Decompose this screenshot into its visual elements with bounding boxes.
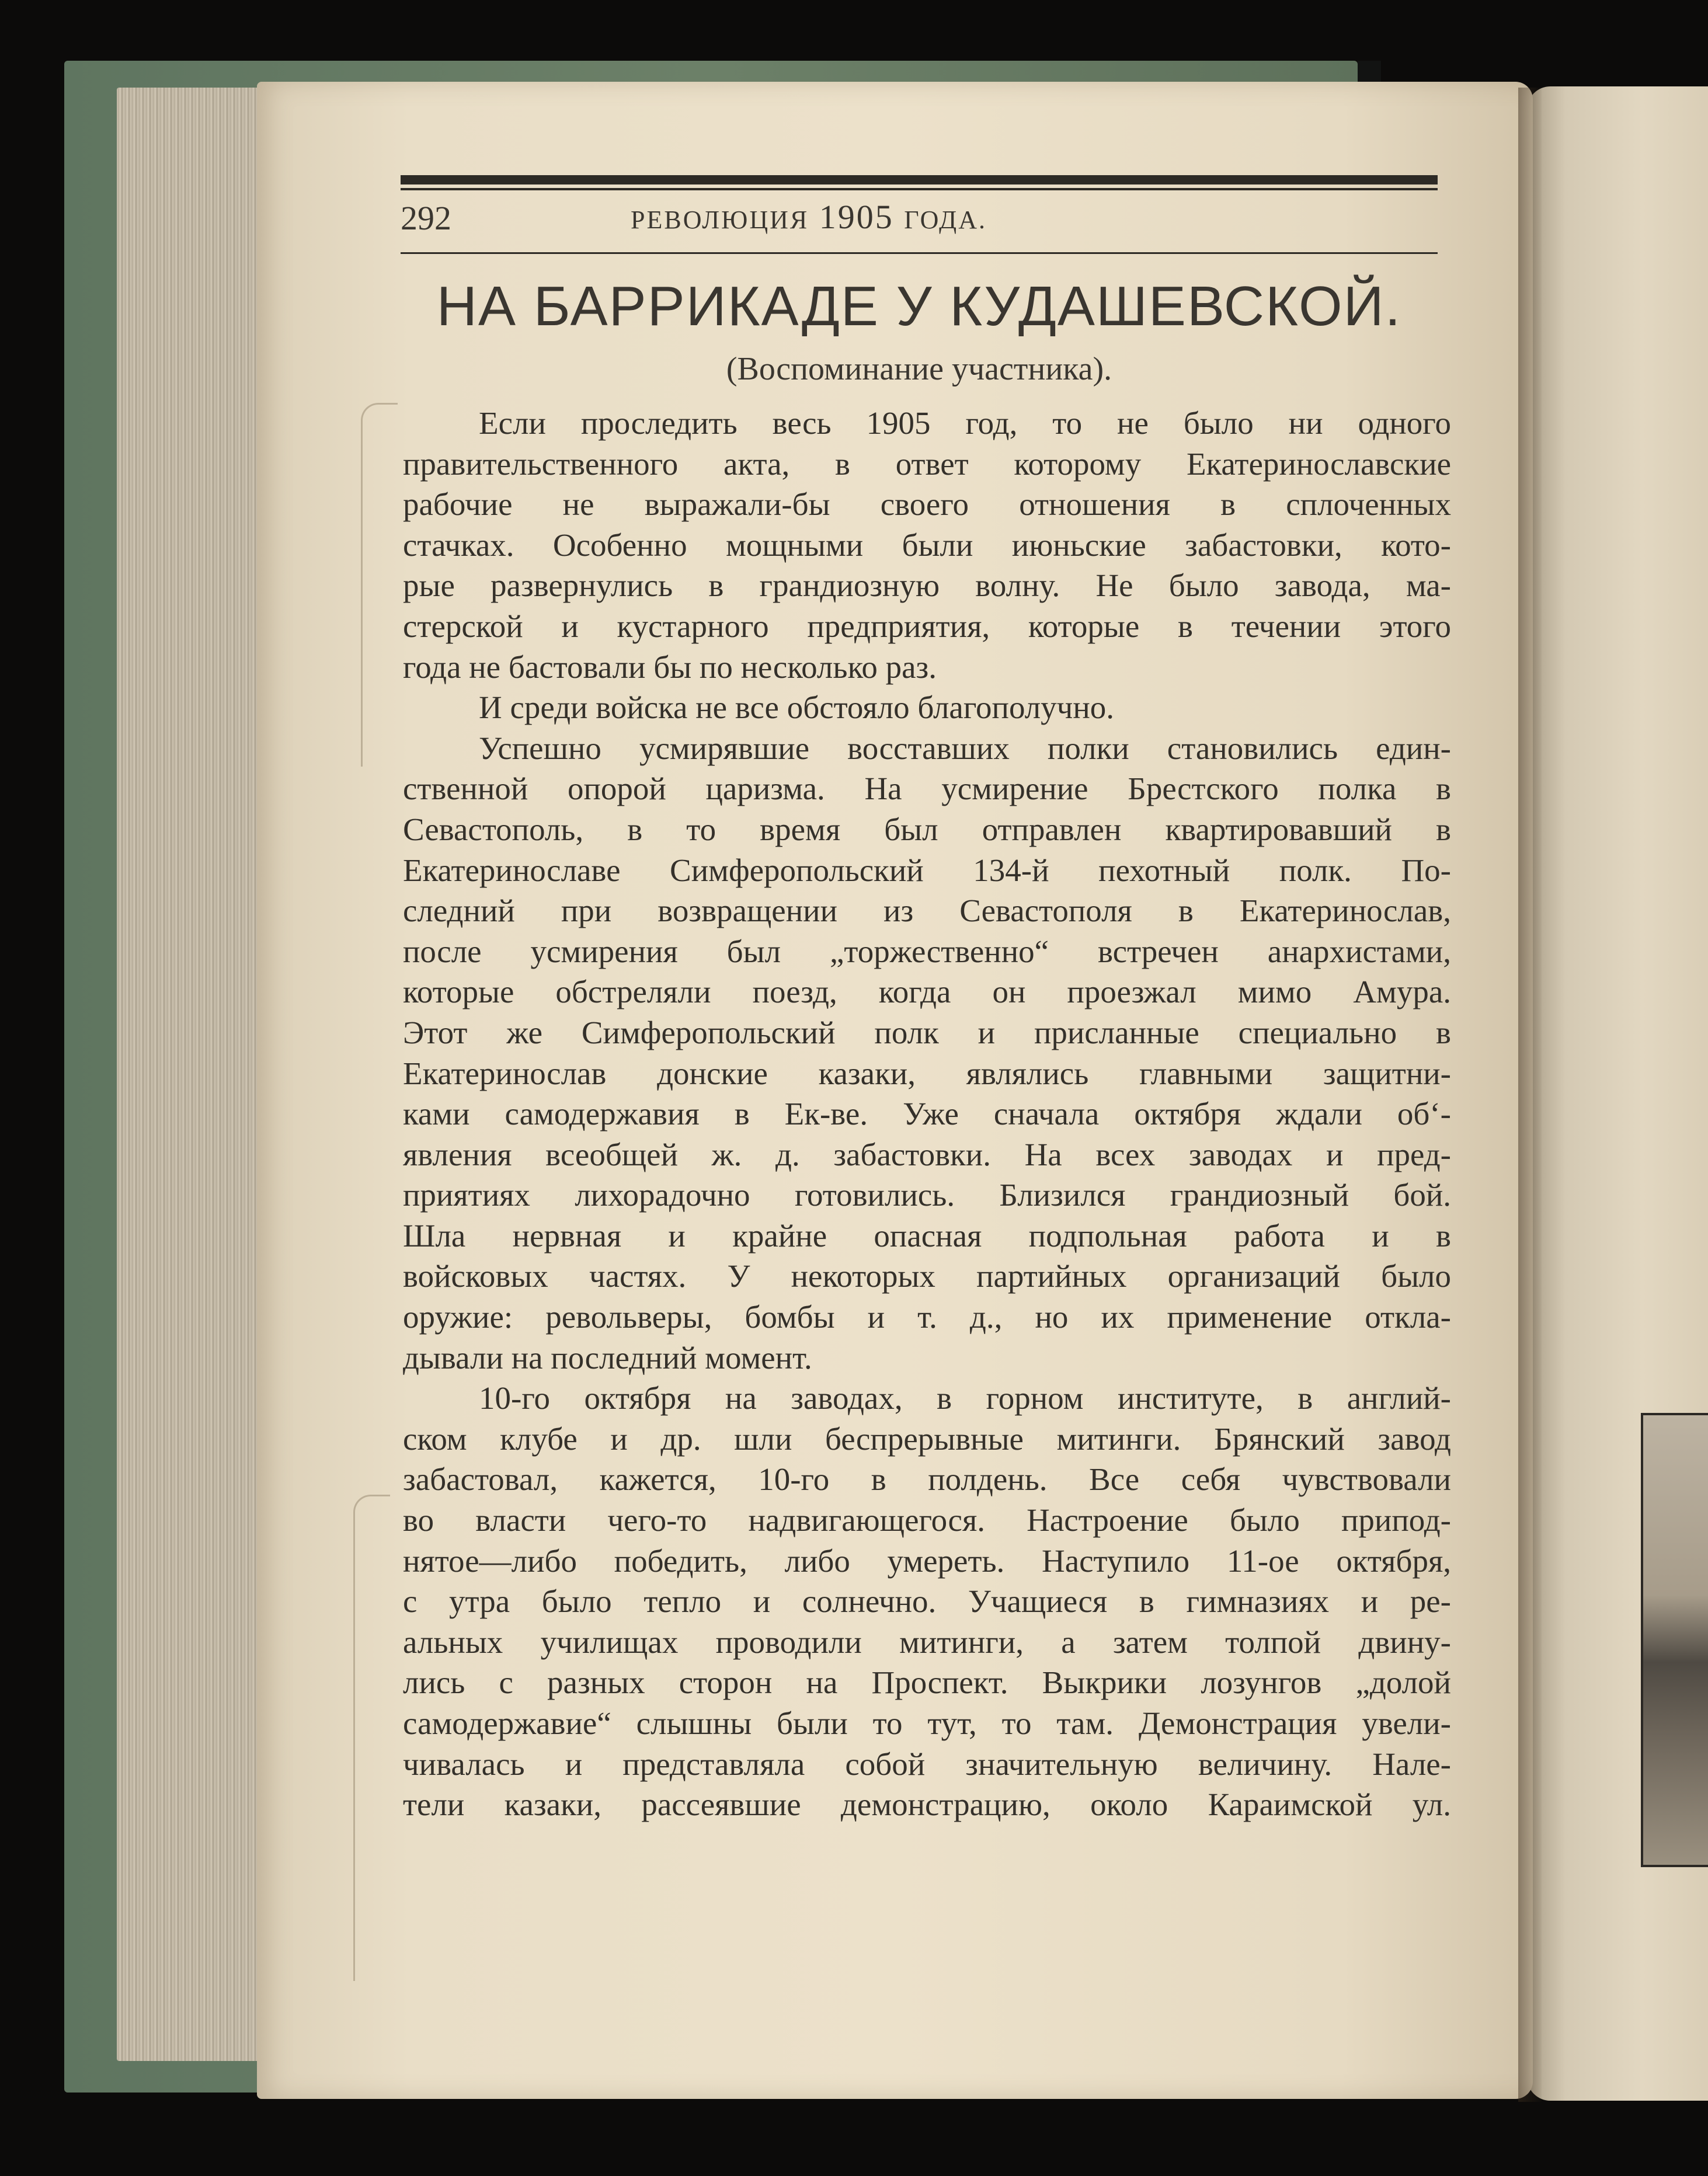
text-line: рые развернулись в грандиозную волну. Не было завода, ма- xyxy=(403,567,1451,604)
text-line: лись с разных сторон на Проспект. Выкрики лозунгов „долой xyxy=(403,1665,1451,1701)
text-line: которые обстреляли поезд, когда он проезжал мимо Амура. xyxy=(403,974,1451,1010)
text-line: с утра было тепло и солнечно. Учащиеся в гимназиях и ре- xyxy=(403,1583,1451,1620)
text-line: чивалась и представляла собой значительную величину. Нале- xyxy=(403,1746,1451,1782)
article-body xyxy=(403,403,1451,1825)
article-title: НА БАРРИКАДЕ У КУДАШЕВСКОЙ. xyxy=(436,275,1402,337)
text-line: тели казаки, рассеявшие демонстрацию, около Караимской ул. xyxy=(403,1787,1451,1823)
text-line: рабочие не выражали-бы своего отношения в сплоченных xyxy=(403,486,1451,523)
text-line: Екатеринославе Симферопольский 134-й пехотный полк. По- xyxy=(403,852,1451,888)
text-line: оружие: револьверы, бомбы и т. д., но их применение откла- xyxy=(403,1299,1451,1335)
text-line: ственной опорой царизма. На усмирение Брестского полка в xyxy=(403,771,1451,807)
running-head-lead: РЕВОЛЮЦИЯ xyxy=(631,206,809,234)
text-line: правительственного акта, в ответ которому Екатеринославские xyxy=(403,445,1451,482)
text-line: войсковых частях. У некоторых партийных организаций было xyxy=(403,1258,1451,1294)
article-subtitle: (Воспоминание участника). xyxy=(726,351,1112,387)
page-gutter-shadow xyxy=(1518,88,1542,2102)
text-line: стачках. Особенно мощными были июньские забастовки, кото- xyxy=(403,527,1451,563)
page-number: 292 xyxy=(401,199,451,237)
header-rule-bottom xyxy=(401,252,1438,254)
text-line: 10-го октября на заводах, в горном институте, в англий- xyxy=(479,1380,1451,1416)
running-head-year: 1905 xyxy=(819,198,894,236)
facing-page-photo xyxy=(1641,1413,1708,1867)
pencil-margin-mark xyxy=(353,1495,390,1981)
text-line: Севастополь, в то время был отправлен квартировавший в xyxy=(403,811,1451,847)
text-line: после усмирения был „торжественно“ встречен анархистами, xyxy=(403,933,1451,969)
text-line: дывали на последний момент. xyxy=(403,1339,812,1376)
text-line: приятиях лихорадочно готовились. Близился грандиозный бой. xyxy=(403,1177,1451,1213)
text-line: во власти чего-то надвигающегося. Настроение было припод- xyxy=(403,1502,1451,1538)
page-stack-edge xyxy=(117,88,269,2061)
text-line: забастовал, кажется, 10-го в полдень. Все себя чувствовали xyxy=(403,1461,1451,1498)
header-rule-thin xyxy=(401,188,1438,190)
header-rule-thick xyxy=(401,175,1438,184)
running-head xyxy=(631,197,1215,236)
text-line: ском клубе и др. шли беспрерывные митинги. Брянский завод xyxy=(403,1421,1451,1457)
text-line: И среди войска не все обстояло благополучно. xyxy=(479,690,1115,726)
text-line: Этот же Симферопольский полк и присланные специально в xyxy=(403,1014,1451,1050)
running-head-tail: ГОДА. xyxy=(904,206,987,234)
text-line: следний при возвращении из Севастополя в Екатеринослав, xyxy=(403,893,1451,929)
text-line: нятое—либо победить, либо умереть. Наступило 11-ое октября, xyxy=(403,1543,1451,1579)
pencil-margin-mark xyxy=(361,403,398,767)
text-line: ками самодержавия в Ек-ве. Уже сначала октября ждали об‘- xyxy=(403,1096,1451,1132)
text-line: явления всеобщей ж. д. забастовки. На всех заводах и пред- xyxy=(403,1136,1451,1172)
text-line: Успешно усмирявшие восставших полки становились един- xyxy=(479,730,1451,766)
text-line: Екатеринослав донские казаки, являлись главными защитни- xyxy=(403,1055,1451,1091)
text-line: года не бастовали бы по несколько раз. xyxy=(403,649,937,685)
text-line: Если проследить весь 1905 год, то не было ни одного xyxy=(479,405,1451,441)
text-line: стерской и кустарного предприятия, которые в течении этого xyxy=(403,608,1451,644)
text-line: Шла нервная и крайне опасная подпольная работа и в xyxy=(403,1217,1451,1254)
text-line: альных училищах проводили митинги, а затем толпой двину- xyxy=(403,1624,1451,1660)
text-line: самодержавие“ слышны были то тут, то там. Демонстрация увели- xyxy=(403,1705,1451,1741)
